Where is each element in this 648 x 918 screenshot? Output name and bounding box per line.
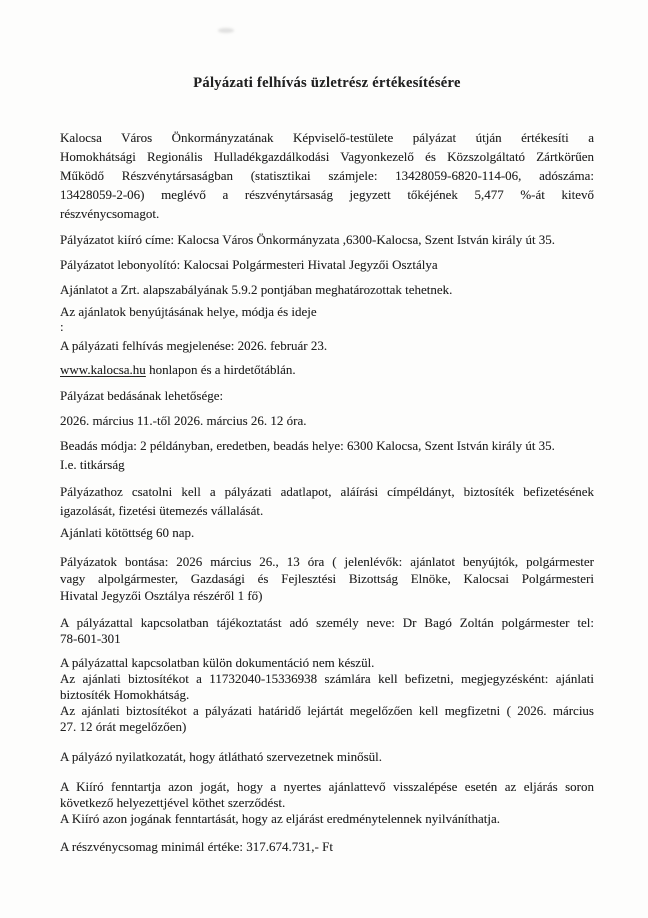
rights-line: A Kiíró fenntartja azon jogát, hogy a nyertes ajánlattevő visszalépése esetén az eljárás soron [60, 779, 594, 794]
intro-line: Homokhátsági Regionális Hulladékgazdálkodási Vagyonkezelő és Közszolgáltató Zártkörűen [60, 149, 594, 164]
paragraph-attachments [60, 482, 594, 520]
rights-line: A Kiíró azon jogának fenntartását, hogy az eljárást eredménytelennek nyilváníthatja. [60, 811, 501, 826]
organizer-text: Pályázatot lebonyolító: Kalocsai Polgármesteri Hivatal Jegyzői Osztálya [60, 257, 438, 272]
deposit-line: biztosíték Homokhátság. [60, 687, 190, 702]
paragraph-rights-block [60, 779, 594, 827]
paragraph-bid-validity [60, 523, 594, 542]
paragraph-submission-heading [60, 304, 594, 334]
paragraph-intro [60, 128, 594, 223]
deposit-line: Az ajánlati biztosítékot a 11732040-15336938 számlára kell befizetni, megjegyzésként: ajánlati [60, 671, 594, 686]
paragraph-deposit-block [60, 655, 594, 735]
intro-line: részvénycsomagot. [60, 206, 160, 221]
intro-line: Kalocsa Város Önkormányzatának Képviselő-testülete pályázat útján értékesíti a [60, 130, 594, 145]
method-line: I.e. titkárság [60, 457, 125, 472]
paragraph-window-dates [60, 411, 594, 430]
deposit-line: Az ajánlati biztosítékot a pályázati határidő lejártát megelőzően kell megfizetni ( 2026. március [60, 703, 594, 718]
opening-line: Hivatal Jegyzői Osztálya részéről 1 fő) [60, 588, 263, 603]
deposit-line: A pályázattal kapcsolatban külön dokumentáció nem készül. [60, 655, 375, 670]
paragraph-publication-date [60, 336, 594, 355]
intro-line: 13428059-2-06) meglévő a részvénytársaság jegyzett tőkéjének 5,477 %-át kitevő [60, 187, 594, 202]
website-link: www.kalocsa.hu [60, 362, 146, 377]
paragraph-issuer-address [60, 230, 594, 249]
opening-line: Pályázatok bontása: 2026 március 26., 13 óra ( jelenlévők: ajánlatot benyújtók, polgármester [60, 554, 594, 569]
window-heading-text: Pályázat bedásának lehetősége: [60, 388, 224, 403]
transparency-text: A pályázó nyilatkozatát, hogy átlátható szervezetnek minősül. [60, 749, 383, 764]
paragraph-transparency [60, 747, 594, 766]
minimum-value-text: A részvénycsomag minimál értéke: 317.674.731,- Ft [60, 839, 333, 854]
bid-validity-text: Ajánlati kötöttség 60 nap. [60, 525, 195, 540]
paragraph-submission-method [60, 436, 594, 474]
paragraph-minimum-value [60, 837, 594, 856]
paragraph-contact [60, 615, 594, 647]
paragraph-window-heading [60, 386, 594, 405]
window-dates-text: 2026. március 11.-től 2026. március 26. 12 óra. [60, 413, 307, 428]
submission-colon-text: : [60, 319, 64, 334]
document-title: Pályázati felhívás üzletrész értékesítésére [193, 75, 461, 91]
paragraph-website [60, 360, 594, 379]
attachments-line: Pályázathoz csatolni kell a pályázati adatlapot, aláírási címpéldányt, biztosíték befizetésének [60, 484, 594, 499]
contact-phone: 78-601-301 [60, 631, 121, 646]
deposit-line: 27. 12 órát megelőzően) [60, 719, 187, 734]
eligibility-text: Ajánlatot a Zrt. alapszabályának 5.9.2 pontjában meghatározottak tehetnek. [60, 282, 453, 297]
attachments-line: igazolását, fizetési ütemezés vállalását. [60, 503, 264, 518]
issuer-address-text: Pályázatot kiíró címe: Kalocsa Város Önkormányzata ,6300-Kalocsa, Szent István király út 35. [60, 232, 556, 247]
contact-line: A pályázattal kapcsolatban tájékoztatást adó személy neve: Dr Bagó Zoltán polgármester tel: [60, 615, 594, 630]
paragraph-organizer [60, 255, 594, 274]
scan-artifact-smudge [218, 28, 234, 33]
rights-line: következő helyezettjével köthet szerződést. [60, 795, 286, 810]
method-line: Beadás módja: 2 példányban, eredetben, beadás helye: 6300 Kalocsa, Szent István király út 35. [60, 438, 555, 453]
submission-heading-text: Az ajánlatok benyújtásának helye, módja és ideje [60, 304, 317, 319]
intro-line: Működő Részvénytársaságban (statisztikai számjele: 13428059-6820-114-06, adószáma: [60, 168, 594, 183]
paragraph-opening [60, 553, 594, 604]
website-rest-text: honlapon és a hirdetőtáblán. [145, 362, 296, 377]
publication-date-text: A pályázati felhívás megjelenése: 2026. február 23. [60, 338, 328, 353]
paragraph-eligibility [60, 280, 594, 299]
opening-line: vagy alpolgármester, Gazdasági és Fejlesztési Bizottság Elnöke, Kalocsai Polgármesteri [60, 571, 594, 586]
